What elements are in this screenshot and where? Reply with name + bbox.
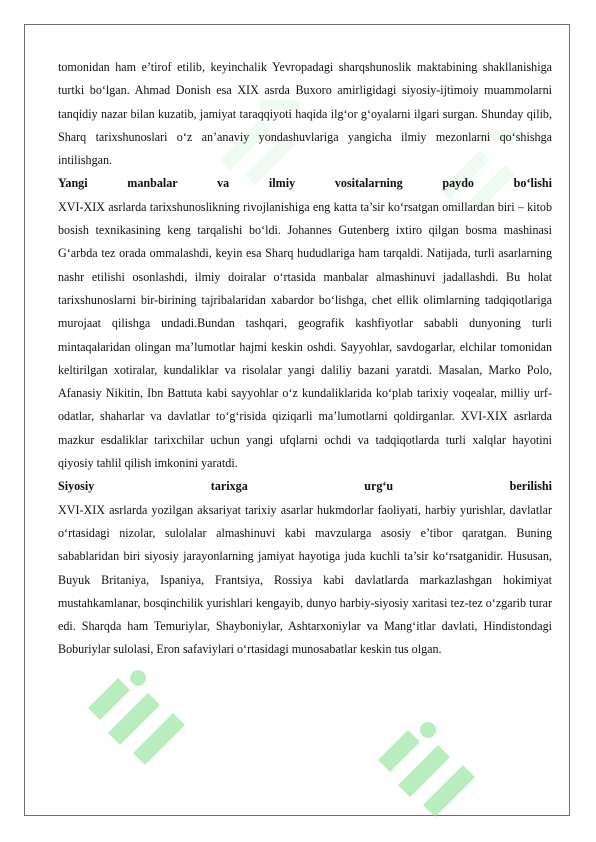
paragraph: XVI-XIX asrlarda tarixshunoslikning rivojlanishiga eng katta ta’sir ko‘rsatgan omillardan biri – kitob bosish texnikasining keng tarqalishi bo‘ldi. Johannes Gutenberg ixtiro qilgan bosma mashinasi G‘arbda tez orada ommalashdi, keyin esa Sharq hududlariga ham tarqaldi. Natijada, turli asarlarning nashr etilishi osonlashdi, ilmiy doiralar o‘rtasida manbalar almashinuvi jadallashdi. Bu holat tarixshunoslarni bir-birining tajribalaridan xabardor bo‘lishga, chet ellik olimlarning tadqiqotlariga murojaat qilishga undadi.Bundan tashqari, geografik kashfiyotlar sababli dunyoning turli mintaqalaridan olingan ma’lumotlar hajmi keskin oshdi. Sayyohlar, savdogarlar, elchilar tomonidan keltirilgan xotiralar, kundaliklar va risolalar yangi daliliy bazani yaratdi. Masalan, Marko Polo, Afanasiy Nikitin, Ibn Battuta kabi sayyohlar o‘z kundaliklarida ko‘plab tarixiy voqealar, milliy urf-odatlar, shaharlar va davlatlar to‘g‘risida qiziqarli ma’lumotlarni qoldirganlar. XVI-XIX asrlarda mazkur esdaliklar tarixchilar uchun yangi ufqlarni ochdi va tadqiqotlarda turli xalqlar hayotini qiyosiy tahlil qilish imkonini yaratdi. — [58, 199, 552, 471]
paragraph: tomonidan ham e’tirof etilib, keyinchalik Yevropadagi sharqshunoslik maktabining shakllanishiga turtki bo‘lgan. Ahmad Donish esa XIX asrda Buxoro amirligidagi siyosiy-ijtimoiy muammolarni tanqidiy nazar bilan kuzatib, jamiyat taraqqiyoti haqida ilg‘or g‘oyalarni ilgari surgan. Shunday qilib, Sharq tarixshunoslari o‘z an’anaviy yondashuvlariga yangicha ilmiy mezonlarni qo‘shishga intilishgan. — [58, 60, 552, 168]
watermark-logo-icon — [78, 648, 198, 768]
watermark-logo-icon — [368, 700, 488, 820]
document-body — [58, 56, 552, 662]
section-heading: Siyosiy tarixga urg‘u berilishi — [58, 479, 552, 494]
paragraph: XVI-XIX asrlarda yozilgan aksariyat tarixiy asarlar hukmdorlar faoliyati, harbiy yurishlar, davlatlar o‘rtasidagi nizolar, sulolalar almashinuvi kabi mavzularga asosiy e’tibor qaratgan. Buning sabablaridan biri siyosiy jarayonlarning jamiyat hayotiga juda kuchli ta’sir ko‘rsatganidir. Hususan, Buyuk Britaniya, Ispaniya, Frantsiya, Rossiya kabi davlatlarda markazlashgan hokimiyat mustahkamlanar, bosqinchilik yurishlari kengayib, dunyo harbiy-siyosiy xaritasi tez-tez o‘zgarib turar edi. Sharqda ham Temuriylar, Shayboniylar, Ashtarxoniylar va Mang‘itlar davlati, Hindistondagi Boburiylar sulolasi, Eron safaviylari o‘rtasidagi munosabatlar keskin tus olgan. — [58, 502, 552, 657]
section-heading: Yangi manbalar va ilmiy vositalarning paydo bo‘lishi — [58, 176, 552, 191]
